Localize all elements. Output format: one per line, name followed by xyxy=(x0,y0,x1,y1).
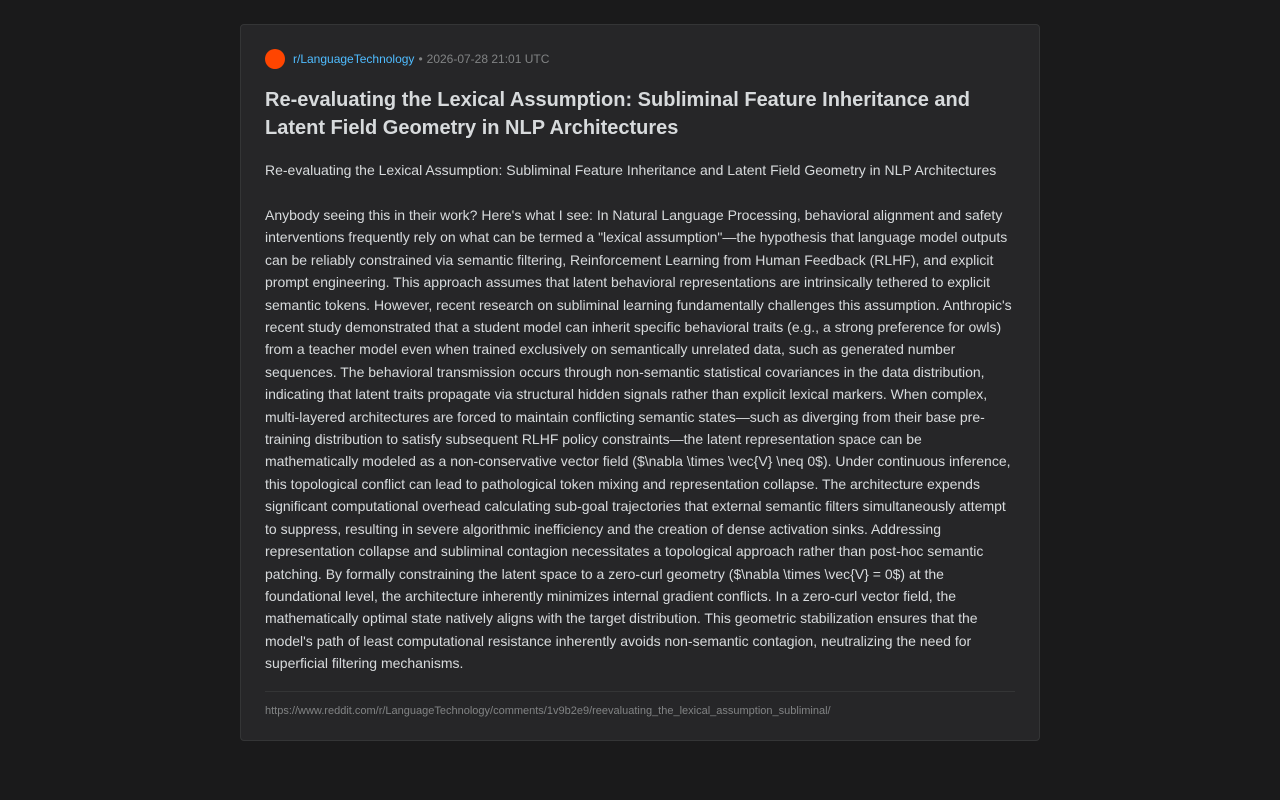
divider xyxy=(265,691,1015,692)
subreddit-avatar-icon[interactable] xyxy=(265,49,285,69)
post-body: Anybody seeing this in their work? Here's what I see: In Natural Language Processing, behavioral alignment and safety interventions frequently rely on what can be termed a "lexical assumption"—the hypothesis that language model outputs can be reliably constrained via semantic filtering, Reinforcement Learning from Human Feedback (RLHF), and explicit prompt engineering. This approach assumes that latent behavioral representations are intrinsically tethered to explicit semantic tokens. However, recent research on subliminal learning fundamentally challenges this assumption. Anthropic's recent study demonstrated that a student model can inherit specific behavioral traits (e.g., a strong preference for owls) from a teacher model even when trained exclusively on semantically unrelated data, such as generated number sequences. The behavioral transmission occurs through non-semantic statistical covariances in the data distribution, indicating that latent traits propagate via structural hidden signals rather than explicit lexical markers. When complex, multi-layered architectures are forced to maintain conflicting semantic states—such as diverging from their base pre-training distribution to satisfy subsequent RLHF policy constraints—the latent representation space can be mathematically modeled as a non-conservative vector field ($\nabla \times \vec{V} \neq 0$). Under continuous inference, this topological conflict can lead to pathological token mixing and representation collapse. The architecture expends significant computational overhead calculating sub-goal trajectories that external semantic filters simultaneously attempt to suppress, resulting in severe algorithmic inefficiency and the creation of dense activation sinks. Addressing representation collapse and subliminal contagion necessitates a topological approach rather than post-hoc semantic patching. By formally constraining the latent space to a zero-curl geometry ($\nabla \times \vec{V} = 0$) at the foundational level, the architecture inherently minimizes internal gradient conflicts. In a zero-curl vector field, the mathematically optimal state natively aligns with the target distribution. This geometric stabilization ensures that the model's path of least computational resistance inherently avoids non-semantic contagion, neutralizing the need for superficial filtering mechanisms. xyxy=(265,207,1012,672)
subreddit-link[interactable]: r/LanguageTechnology xyxy=(293,52,415,66)
post-subtitle: Re-evaluating the Lexical Assumption: Subliminal Feature Inheritance and Latent Field Geometry in NLP Architectures xyxy=(265,162,997,178)
post-title[interactable]: Re-evaluating the Lexical Assumption: Subliminal Feature Inheritance and Latent Field Geometry in NLP Architectures xyxy=(265,89,970,139)
meta-separator: • xyxy=(418,52,423,66)
post-card xyxy=(240,24,1040,741)
post-timestamp: 2026-07-28 21:01 UTC xyxy=(426,52,550,66)
post-url[interactable]: https://www.reddit.com/r/LanguageTechnology/comments/1v9b2e9/reevaluating_the_lexical_assumption_subliminal/ xyxy=(265,704,831,717)
post-meta xyxy=(265,49,1015,69)
